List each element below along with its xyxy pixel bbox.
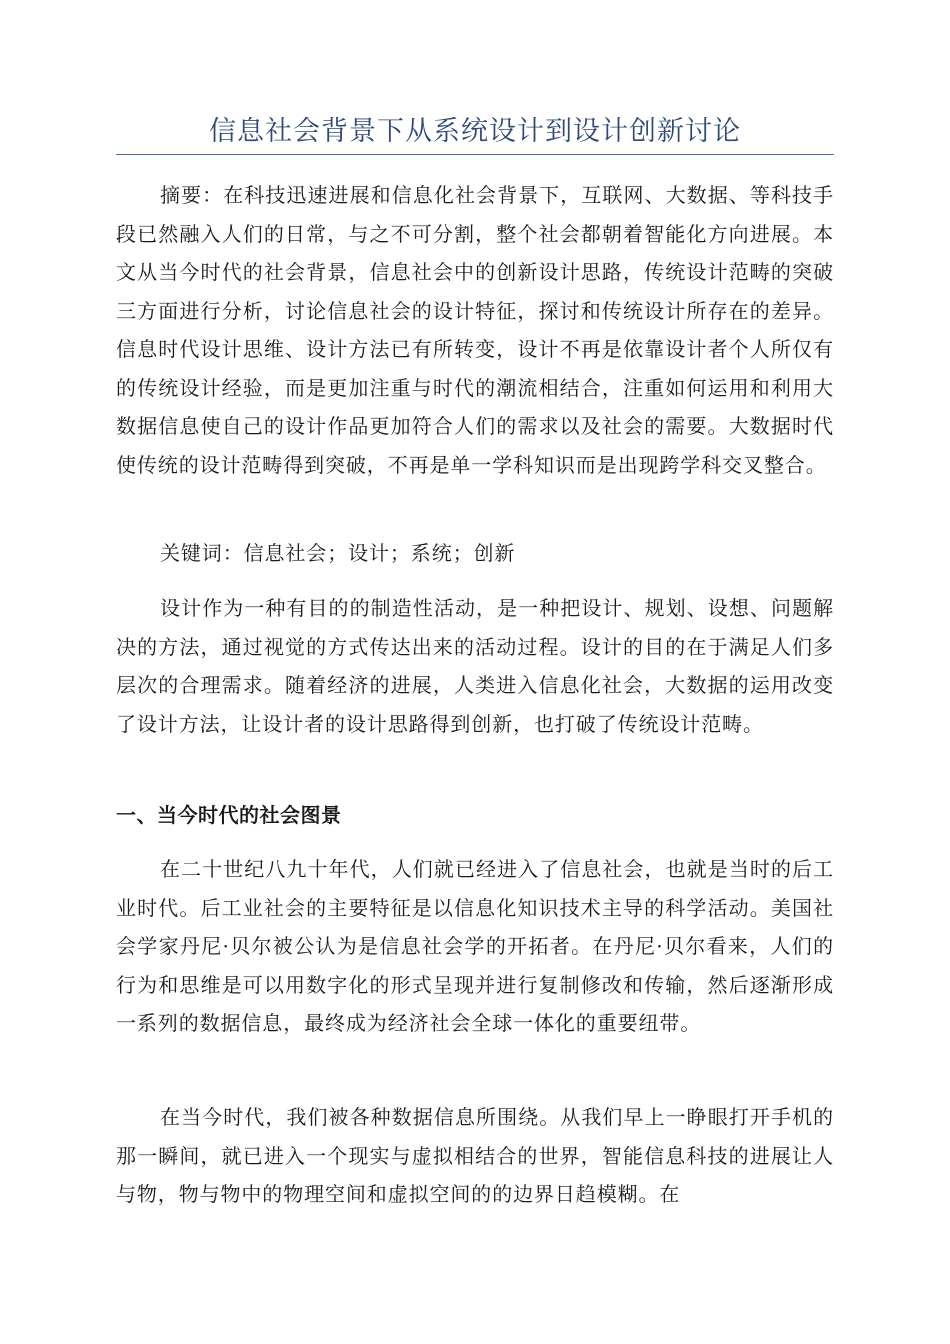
abstract-paragraph: 摘要：在科技迅速进展和信息化社会背景下，互联网、大数据、等科技手段已然融入人们的日常，与之不可分割，整个社会都朝着智能化方向进展。本文从当今时代的社会背景，信息社会中的创新设计思路，传统设计范畴的突破三方面进行分析，讨论信息社会的设计特征，探讨和传统设计所存在的差异。信息时代设计思维、设计方法已有所转变，设计不再是依靠设计者个人所仅有的传统设计经验，而是更加注重与时代的潮流相结合，注重如何运用和利用大数据信息使自己的设计作品更加符合人们的需求以及社会的需要。大数据时代使传统的设计范畴得到突破，不再是单一学科知识而是出现跨学科交叉整合。 [116,183,834,477]
intro-paragraph: 设计作为一种有目的的制造性活动，是一种把设计、规划、设想、问题解决的方法，通过视觉的方式传达出来的活动过程。设计的目的在于满足人们多层次的合理需求。随着经济的进展，人类进入信息化社会，大数据的运用改变了设计方法，让设计者的设计思路得到创新，也打破了传统设计范畴。 [116,596,834,736]
document-title: 信息社会背景下从系统设计到设计创新讨论 [209,116,741,147]
section-paragraph: 在二十世纪八九十年代，人们就已经进入了信息社会，也就是当时的后工业时代。后工业社会的主要特征是以信息化知识技术主导的科学活动。美国社会学家丹尼·贝尔被公认为是信息社会学的开拓者。在丹尼·贝尔看来，人们的行为和思维是可以用数字化的形式呈现并进行复制修改和传输，然后逐渐形成一系列的数据信息，最终成为经济社会全球一体化的重要纽带。 [116,857,834,1035]
section-paragraph: 在当今时代，我们被各种数据信息所围绕。从我们早上一睁眼打开手机的那一瞬间，就已进入一个现实与虚拟相结合的世界，智能信息科技的进展让人与物，物与物中的物理空间和虚拟空间的的边界日趋模糊。在 [116,1105,834,1206]
keywords-line: 关键词：信息社会；设计；系统；创新 [160,541,516,565]
section-heading: 一、当今时代的社会图景 [116,803,342,827]
title-underline [116,154,834,155]
